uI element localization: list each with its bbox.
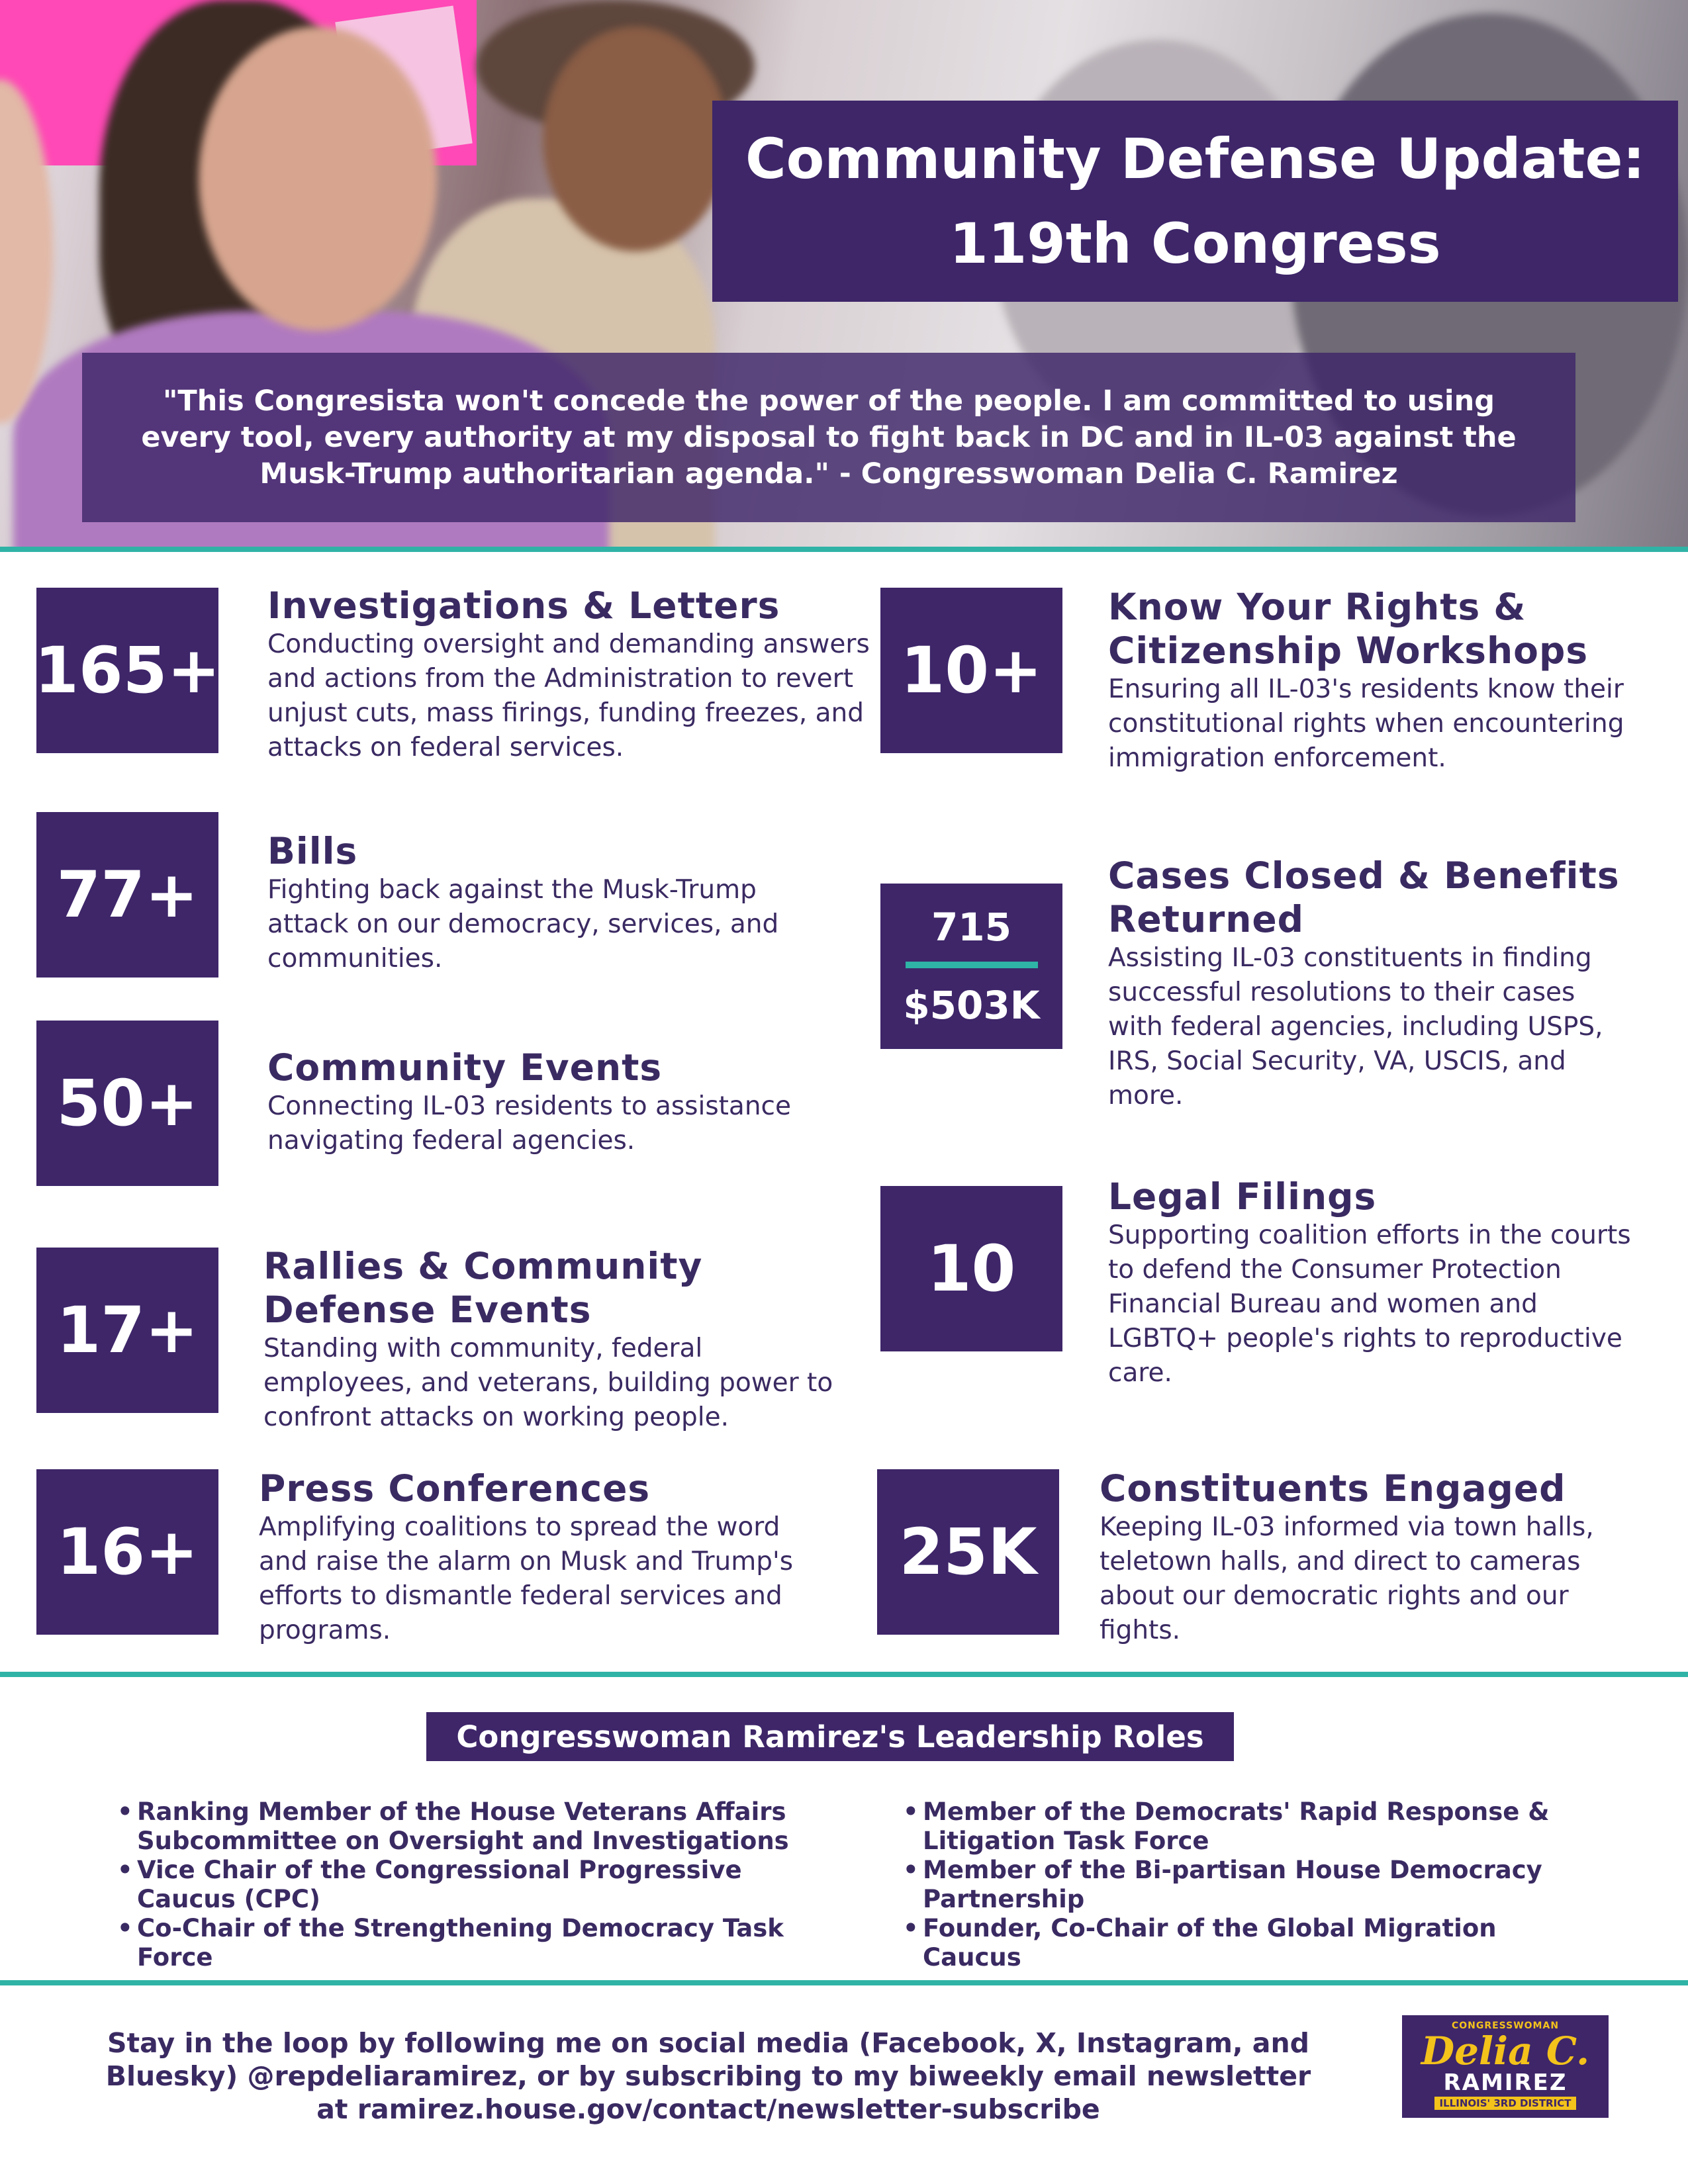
logo-name: Delia C. [1421,2028,1590,2073]
stat-workshops [1108,585,1664,776]
stat-value-community-events: 50+ [36,1021,218,1186]
stat-title-line-1: Rallies & Community [263,1245,703,1287]
stat-description: Amplifying coalitions to spread the word and raise the alarm on Musk and Trump's efforts to dismantle federal services and programs. [259,1512,794,1645]
stat-rallies [263,1244,846,1435]
logo-surname: RAMIREZ [1443,2070,1568,2096]
stat-description: Fighting back against the Musk-Trump attack on our democracy, services, and communities. [267,875,779,974]
quote: "This Congresista won't concede the power of the people. I am committed to using every tool, every authority at my disposal to fight back in DC and in IL-03 against the Musk-Trump authoritarian agenda." - Congresswoman Delia C. Ramirez [82,353,1575,522]
stat-title-line-2: Defense Events [263,1289,592,1331]
stat-description: Conducting oversight and demanding answers and actions from the Administration to revert unjust cuts, mass firings, funding freezes, and attacks on federal services. [267,629,870,762]
stat-value-cases [880,884,1062,1049]
stat-press [259,1467,828,1648]
title-line-1: Community Defense Update: [745,126,1646,191]
stat-community-events [267,1046,837,1158]
divider [0,1672,1688,1677]
stat-value-rallies: 17+ [36,1248,218,1413]
stat-legal [1108,1175,1638,1390]
stat-title: Investigations & Letters [267,584,780,627]
divider [0,547,1688,552]
title-line-2: 119th Congress [949,211,1441,276]
stat-value-investigations: 165+ [36,588,218,753]
stat-separator [906,962,1038,968]
stat-description: Ensuring all IL-03's residents know their constitutional rights when encountering immigration enforcement. [1108,674,1624,773]
stat-investigations [267,584,876,765]
stat-title: Community Events [267,1046,663,1089]
stat-constituents [1100,1467,1629,1648]
stat-value-constituents: 25K [877,1469,1059,1635]
stat-title: Bills [267,830,358,872]
stat-value-workshops: 10+ [880,588,1062,753]
logo-title: CONGRESSWOMAN [1451,2021,1560,2031]
stat-description: Connecting IL-03 residents to assistance navigating federal agencies. [267,1091,791,1156]
stat-bills [267,829,837,976]
person-face [543,26,728,251]
stat-value-legal: 10 [880,1186,1062,1351]
stat-cases [1108,854,1638,1113]
leadership-heading: Congresswoman Ramirez's Leadership Roles [426,1712,1234,1761]
logo-district: ILLINOIS' 3RD DISTRICT [1434,2097,1577,2110]
leadership-role: • Vice Chair of the Congressional Progressive Caucus (CPC) [117,1856,845,1914]
stat-title: Legal Filings [1108,1175,1377,1218]
leadership-role: • Member of the Bi-partisan House Democracy Partnership [903,1856,1591,1914]
stat-title-line-1: Know Your Rights & [1108,586,1526,628]
stat-description: Keeping IL-03 informed via town halls, teletown halls, and direct to cameras about our democratic rights and our fights. [1100,1512,1594,1645]
stat-title: Constituents Engaged [1100,1467,1566,1510]
leadership-list-right [903,1797,1591,1972]
benefits-returned-amount: $503K [903,983,1040,1028]
stat-value-press: 16+ [36,1469,218,1635]
divider [0,1980,1688,1985]
leadership-role: • Member of the Democrats' Rapid Response & Litigation Task Force [903,1797,1591,1856]
footer-social-text: Stay in the loop by following me on social media (Facebook, X, Instagram, and Bluesky) @repdeliaramirez, or by subscribing to my biweekly email newsletter at ramirez.house.gov/contact/newsletter-subscribe [105,2027,1311,2125]
person-face [199,26,437,331]
stat-title-line-2: Returned [1108,898,1305,940]
stat-title-line-1: Cases Closed & Benefits [1108,854,1620,897]
stat-description: Supporting coalition efforts in the courts to defend the Consumer Protection Financial Bureau and women and LGBTQ+ people's rights to reproductive care. [1108,1220,1631,1388]
page-title [712,101,1678,302]
stat-description: Standing with community, federal employees, and veterans, building power to confront attacks on working people. [263,1334,833,1432]
leadership-list-left [117,1797,845,1972]
leadership-role: • Ranking Member of the House Veterans Affairs Subcommittee on Oversight and Investigations [117,1797,845,1856]
leadership-role: • Co-Chair of the Strengthening Democracy Task Force [117,1914,845,1972]
stat-description: Assisting IL-03 constituents in finding successful resolutions to their cases with federal agencies, including USPS, IRS, Social Security, VA, USCIS, and more. [1108,943,1603,1111]
stat-value-bills: 77+ [36,812,218,978]
leadership-role: • Founder, Co-Chair of the Global Migration Caucus [903,1914,1591,1972]
ramirez-logo [1402,2015,1609,2118]
cases-closed-count: 715 [931,905,1012,950]
stat-title-line-2: Citizenship Workshops [1108,629,1589,672]
stat-title: Press Conferences [259,1467,651,1510]
